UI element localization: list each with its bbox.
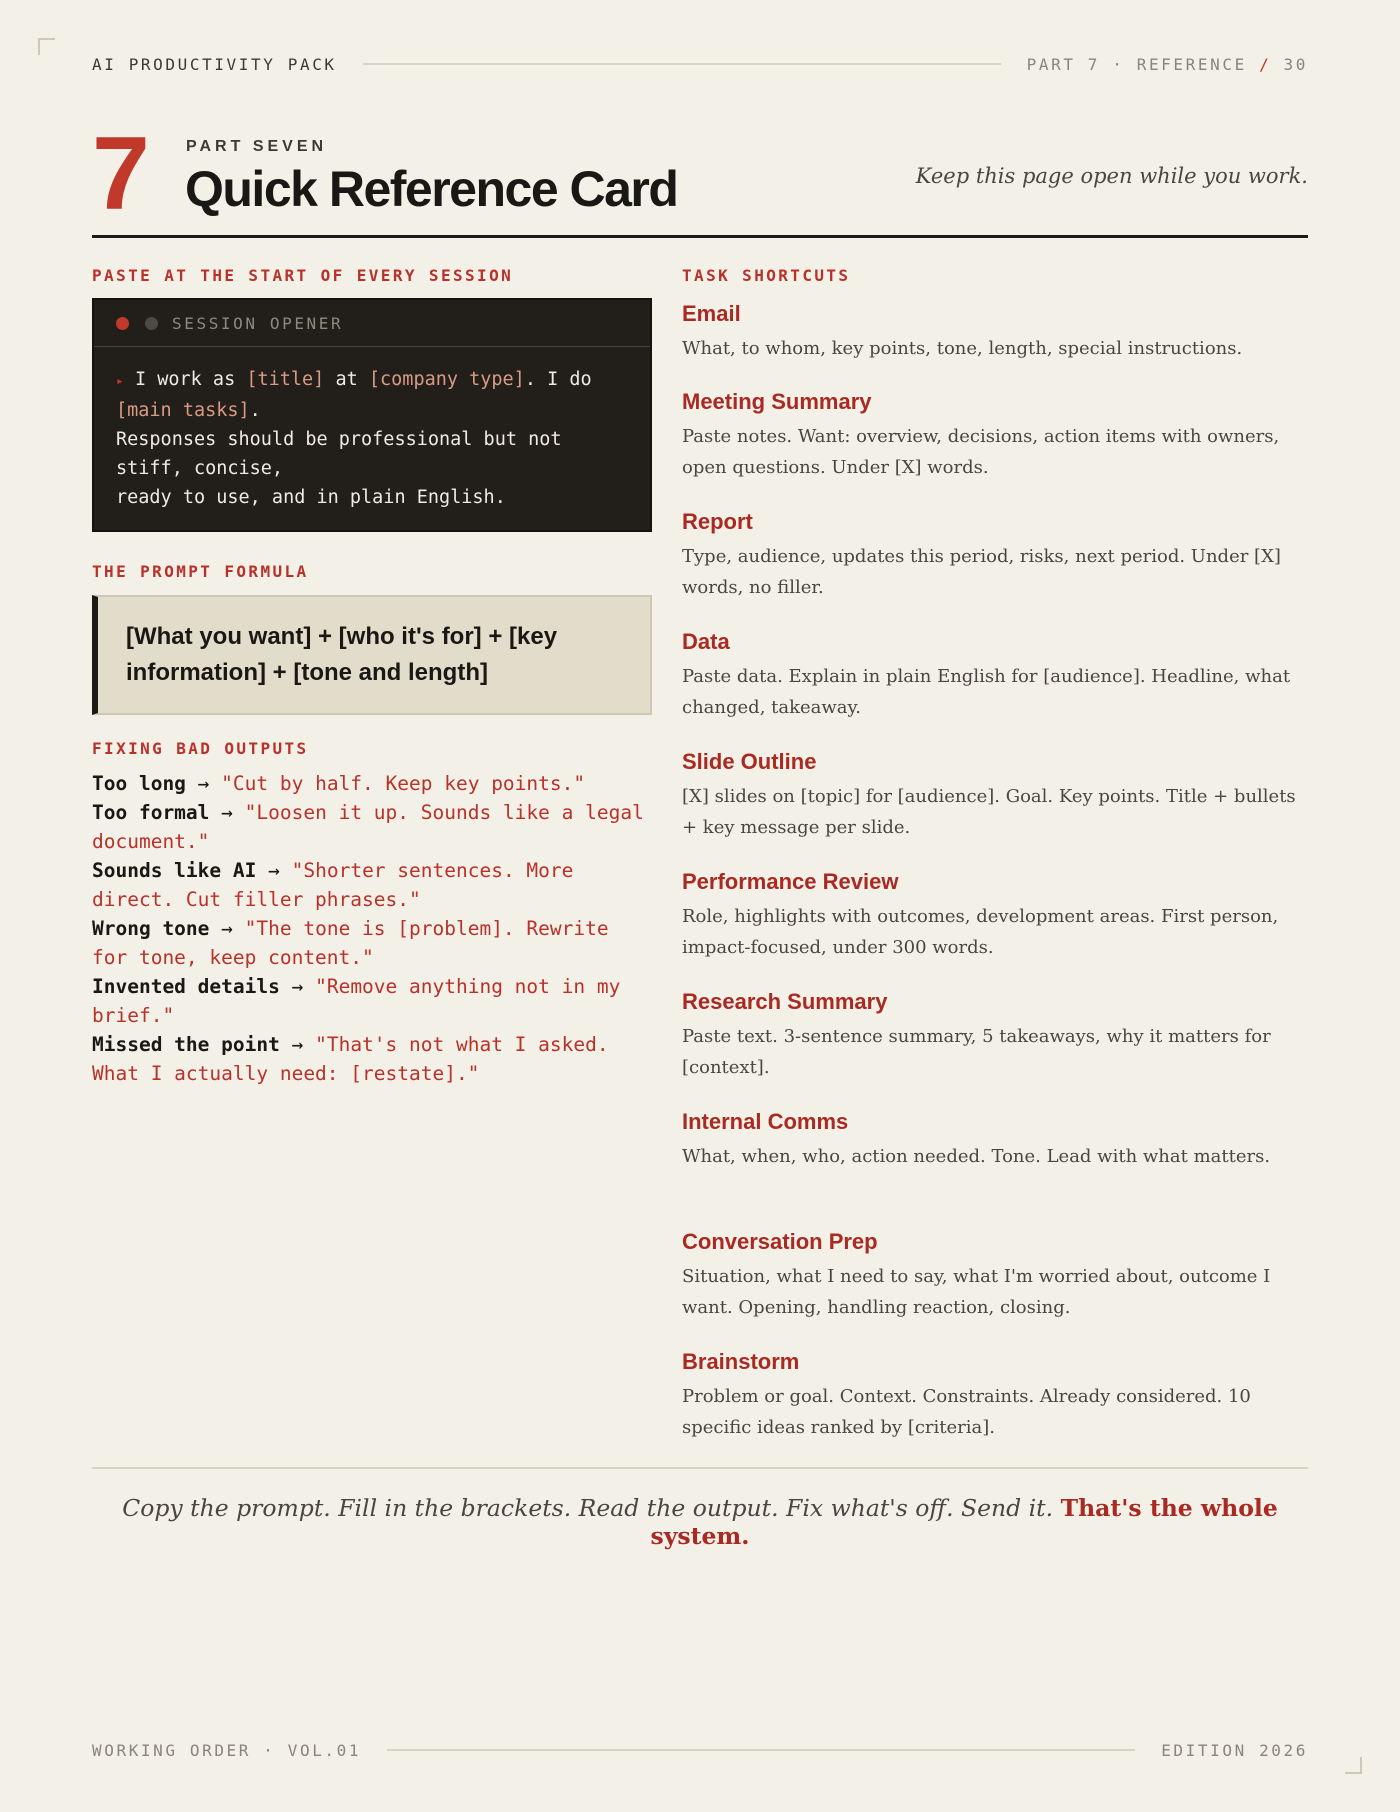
prompt-text: I work as (134, 369, 247, 390)
title-block (92, 116, 1308, 238)
shortcut-conversation-prep (682, 1227, 1308, 1347)
shortcut-description: What, to whom, key points, tone, length, special instructions. (682, 338, 1243, 359)
shortcut-title: Data (682, 629, 730, 654)
shortcuts-section-label: TASK SHORTCUTS (682, 266, 851, 285)
red-dot-icon (116, 317, 129, 330)
session-section-label: PASTE AT THE START OF EVERY SESSION (92, 266, 514, 285)
arrow-right-icon: → (221, 917, 233, 940)
placeholder-company-type: [company type] (368, 369, 525, 390)
terminal-title-bar (94, 300, 650, 347)
shortcut-description: What, when, who, action needed. Tone. Lead with what matters. (682, 1146, 1271, 1167)
fix-response: "Cut by half. Keep key points." (221, 772, 586, 795)
fix-item (92, 798, 652, 856)
page-number: 30 (1283, 54, 1308, 74)
shortcut-title: Performance Review (682, 869, 899, 894)
shortcut-description: Situation, what I need to say, what I'm worried about, outcome I want. Opening, handling reaction, closing. (682, 1266, 1271, 1318)
shortcut-description: Paste data. Explain in plain English for [audience]. Headline, what changed, takeaway. (682, 666, 1291, 718)
prompt-arrow-icon: ▸ (116, 374, 124, 389)
shortcut-description: Type, audience, updates this period, risks, next period. Under [X] words, no filler. (682, 546, 1281, 598)
shortcut-description: Role, highlights with outcomes, development areas. First person, impact-focused, under 300 words. (682, 906, 1279, 958)
fix-response: "Remove anything not in my brief." (92, 975, 621, 1027)
shortcut-research-summary (682, 987, 1308, 1107)
formula-line: [What you want] + [who it's for] + [key (126, 623, 558, 650)
shortcut-title: Report (682, 509, 753, 534)
shortcut-internal-comms (682, 1107, 1308, 1227)
session-opener-terminal (92, 298, 652, 532)
fix-response: "That's not what I asked. What I actually need: [restate]." (92, 1033, 609, 1085)
shortcut-description: Paste notes. Want: overview, decisions, action items with owners, open questions. Under [X] words. (682, 426, 1280, 478)
prompt-line (116, 365, 628, 396)
arrow-right-icon: → (291, 1033, 304, 1056)
fixes-section-label: FIXING BAD OUTPUTS (92, 739, 309, 758)
terminal-title: SESSION OPENER (172, 313, 344, 333)
formula-line: information] + [tone and length] (126, 659, 488, 686)
fix-item (92, 856, 652, 914)
shortcut-title: Meeting Summary (682, 389, 872, 414)
closing-text: Copy the prompt. Fill in the brackets. Read the output. Fix what's off. Send it. (122, 1494, 1061, 1522)
shortcut-description: Paste text. 3-sentence summary, 5 takeaways, why it matters for [context]. (682, 1026, 1271, 1078)
fix-problem: Wrong tone (92, 917, 210, 940)
shortcut-title: Internal Comms (682, 1109, 849, 1134)
shortcuts-list (682, 299, 1308, 1467)
running-head-slash: / (1259, 54, 1272, 74)
prompt-text: . I do (524, 369, 592, 390)
page-footer (92, 1740, 1308, 1760)
formula-section-label: THE PROMPT FORMULA (92, 562, 309, 581)
fix-item (92, 972, 652, 1030)
fix-item (92, 769, 652, 798)
title-rule (92, 235, 1308, 238)
shortcut-title: Slide Outline (682, 749, 817, 774)
fix-problem: Invented details (92, 975, 280, 998)
left-column (92, 266, 652, 1088)
arrow-right-icon: → (221, 801, 233, 824)
shortcut-meeting-summary (682, 387, 1308, 507)
fix-response: "The tone is [problem]. Rewrite for tone, keep content." (92, 917, 609, 969)
corner-mark-top-left (38, 38, 55, 55)
fix-problem: Missed the point (92, 1033, 280, 1056)
footer-edition: EDITION 2026 (1161, 1740, 1308, 1760)
arrow-right-icon: → (291, 975, 304, 998)
shortcut-slide-outline (682, 747, 1308, 867)
right-column (682, 266, 1308, 1467)
part-kicker: PART SEVEN (186, 138, 328, 155)
shortcut-email (682, 299, 1308, 387)
placeholder-main-tasks: [main tasks] (116, 400, 250, 421)
arrow-right-icon: → (268, 859, 280, 882)
session-opener-prompt (94, 347, 650, 512)
closing-rule (92, 1467, 1308, 1469)
fix-problem: Too formal (92, 801, 210, 824)
shortcut-title: Brainstorm (682, 1349, 800, 1374)
prompt-line: Responses should be professional but not (116, 429, 562, 450)
prompt-formula-box (92, 595, 652, 715)
running-head-section (1027, 55, 1308, 74)
closing-statement (92, 1494, 1308, 1550)
running-head-part: PART 7 · REFERENCE (1026, 54, 1247, 74)
shortcut-description: Problem or goal. Context. Constraints. Already considered. 10 specific ideas ranked by [criteria]. (682, 1386, 1251, 1438)
placeholder-title: [title] (246, 369, 325, 390)
shortcut-title: Research Summary (682, 989, 888, 1014)
page-title: Quick Reference Card (185, 161, 678, 217)
fix-problem: Too long (92, 772, 186, 795)
running-head-title: AI PRODUCTIVITY PACK (92, 54, 337, 74)
fix-response: "Shorter sentences. More direct. Cut filler phrases." (92, 859, 574, 911)
grey-dot-icon (145, 317, 158, 330)
shortcut-data (682, 627, 1308, 747)
part-number: 7 (92, 116, 146, 232)
shortcut-title: Email (682, 301, 741, 326)
closing-emphasis: That's the whole system. (650, 1494, 1278, 1550)
arrow-right-icon: → (197, 772, 210, 795)
fix-list (92, 769, 652, 1088)
corner-mark-bottom-right (1345, 1757, 1362, 1774)
shortcut-report (682, 507, 1308, 627)
running-head-rule (363, 63, 1001, 65)
shortcut-title: Conversation Prep (682, 1229, 878, 1254)
footer-rule (387, 1749, 1135, 1751)
prompt-text: . (249, 400, 261, 421)
fix-response: "Loosen it up. Sounds like a legal document." (92, 801, 644, 853)
tagline: Keep this page open while you work. (915, 164, 1308, 188)
shortcut-performance-review (682, 867, 1308, 987)
shortcut-brainstorm (682, 1347, 1308, 1467)
fix-item (92, 1030, 652, 1088)
prompt-line: ready to use, and in plain English. (116, 487, 506, 508)
prompt-line (116, 396, 628, 425)
footer-series: WORKING ORDER · VOL.01 (92, 1740, 362, 1760)
prompt-text: at (324, 369, 369, 390)
fix-item (92, 914, 652, 972)
prompt-line: stiff, concise, (116, 458, 284, 479)
shortcut-description: [X] slides on [topic] for [audience]. Goal. Key points. Title + bullets + key message per slide. (682, 786, 1296, 838)
running-head (92, 54, 1308, 74)
fix-problem: Sounds like AI (92, 859, 257, 882)
